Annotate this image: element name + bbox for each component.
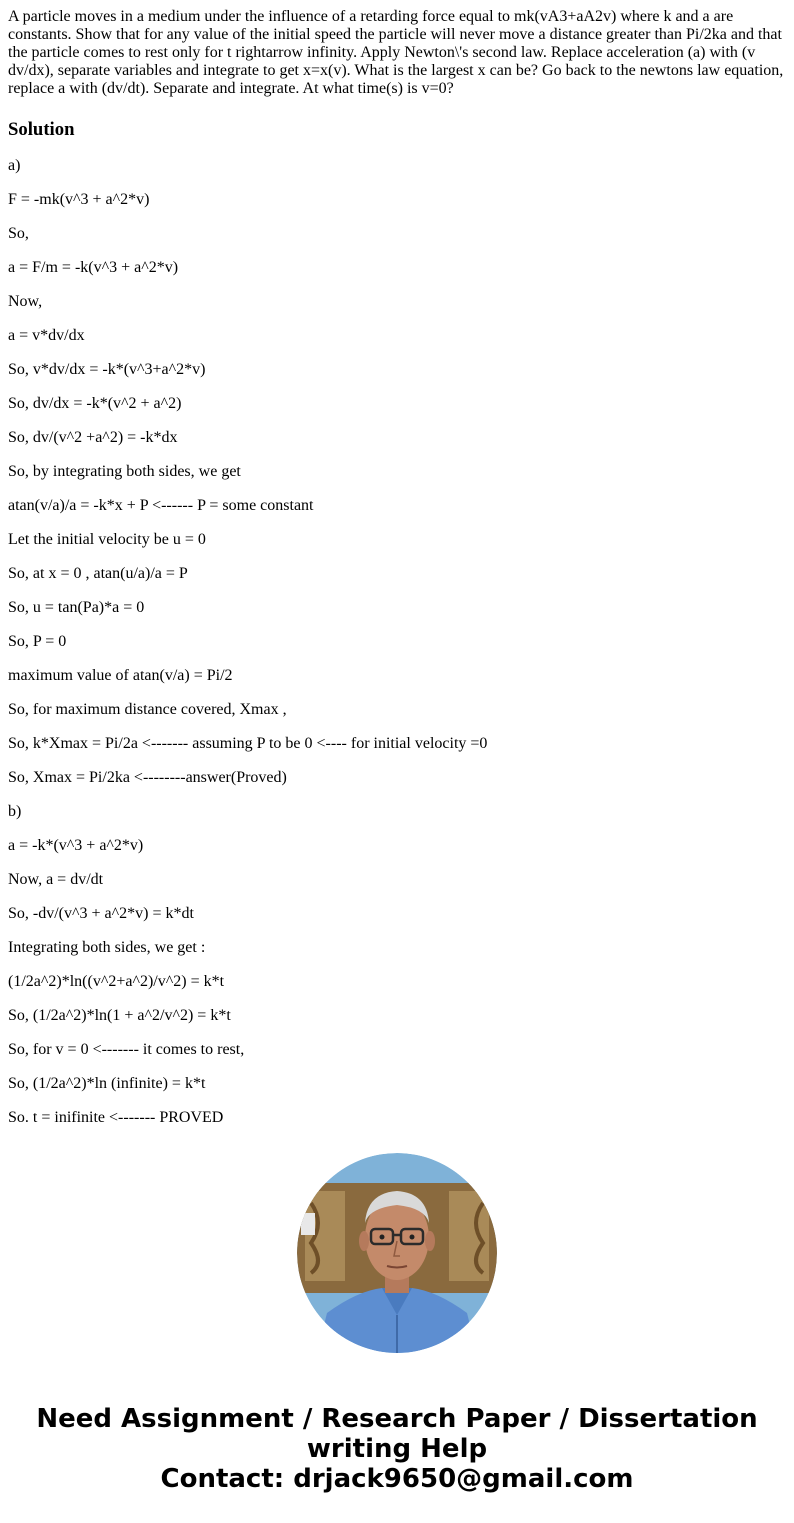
solution-line: Now, bbox=[8, 293, 43, 310]
solution-line: So, (1/2a^2)*ln (infinite) = k*t bbox=[8, 1075, 206, 1092]
solution-line: maximum value of atan(v/a) = Pi/2 bbox=[8, 667, 233, 684]
solution-line: Integrating both sides, we get : bbox=[8, 939, 206, 956]
question-text: A particle moves in a medium under the influence of a retarding force equal to mk(vA3+aA2v) where k and a are constants. Show that for any value of the initial speed the particle will never move a distance greater than Pi/2ka and that the particle comes to rest only for t rightarrow infinity. Apply Newton\'s second law. Replace acceleration (a) with (v dv/dx), separate variables and integrate to get x=x(v). What is the largest x can be? Go back to the newtons law equation, replace a with (dv/dt). Separate and integrate. At what time(s) is v=0? bbox=[8, 8, 784, 97]
solution-lines bbox=[8, 157, 786, 1127]
solution-line: So, for v = 0 <------- it comes to rest, bbox=[8, 1041, 245, 1058]
solution-line: So, for maximum distance covered, Xmax , bbox=[8, 701, 287, 718]
solution-line: So. t = inifinite <------- PROVED bbox=[8, 1109, 224, 1126]
solution-line: b) bbox=[8, 803, 22, 820]
solution-line: (1/2a^2)*ln((v^2+a^2)/v^2) = k*t bbox=[8, 973, 225, 990]
person-photo-icon bbox=[297, 1153, 497, 1353]
solution-line: atan(v/a)/a = -k*x + P <------ P = some constant bbox=[8, 497, 314, 514]
solution-line: So, dv/(v^2 +a^2) = -k*dx bbox=[8, 429, 178, 446]
solution-line: So, at x = 0 , atan(u/a)/a = P bbox=[8, 565, 188, 582]
solution-line: So, -dv/(v^3 + a^2*v) = k*dt bbox=[8, 905, 194, 922]
solution-line: So, dv/dx = -k*(v^2 + a^2) bbox=[8, 395, 182, 412]
solution-line: So, v*dv/dx = -k*(v^3+a^2*v) bbox=[8, 361, 206, 378]
solution-heading: Solution bbox=[8, 119, 75, 140]
solution-line: Now, a = dv/dt bbox=[8, 871, 104, 888]
footer-contact: Contact: drjack9650@gmail.com bbox=[160, 1464, 634, 1494]
solution-line: Let the initial velocity be u = 0 bbox=[8, 531, 206, 548]
solution-line: F = -mk(v^3 + a^2*v) bbox=[8, 191, 150, 208]
solution-line: a = -k*(v^3 + a^2*v) bbox=[8, 837, 144, 854]
document-content bbox=[8, 8, 786, 1143]
solution-line: So, (1/2a^2)*ln(1 + a^2/v^2) = k*t bbox=[8, 1007, 231, 1024]
solution-line: So, by integrating both sides, we get bbox=[8, 463, 241, 480]
solution-line: a = F/m = -k(v^3 + a^2*v) bbox=[8, 259, 179, 276]
avatar bbox=[297, 1153, 497, 1353]
solution-line: a = v*dv/dx bbox=[8, 327, 85, 344]
footer-line-2: writing Help bbox=[306, 1434, 488, 1464]
solution-line: So, k*Xmax = Pi/2a <------- assuming P to be 0 <---- for initial velocity =0 bbox=[8, 735, 488, 752]
solution-line: a) bbox=[8, 157, 21, 174]
solution-line: So, Xmax = Pi/2ka <--------answer(Proved) bbox=[8, 769, 287, 786]
footer-banner bbox=[0, 1404, 794, 1494]
solution-line: So, u = tan(Pa)*a = 0 bbox=[8, 599, 145, 616]
footer-line-1: Need Assignment / Research Paper / Dissertation bbox=[36, 1404, 758, 1434]
solution-line: So, bbox=[8, 225, 29, 242]
solution-line: So, P = 0 bbox=[8, 633, 67, 650]
